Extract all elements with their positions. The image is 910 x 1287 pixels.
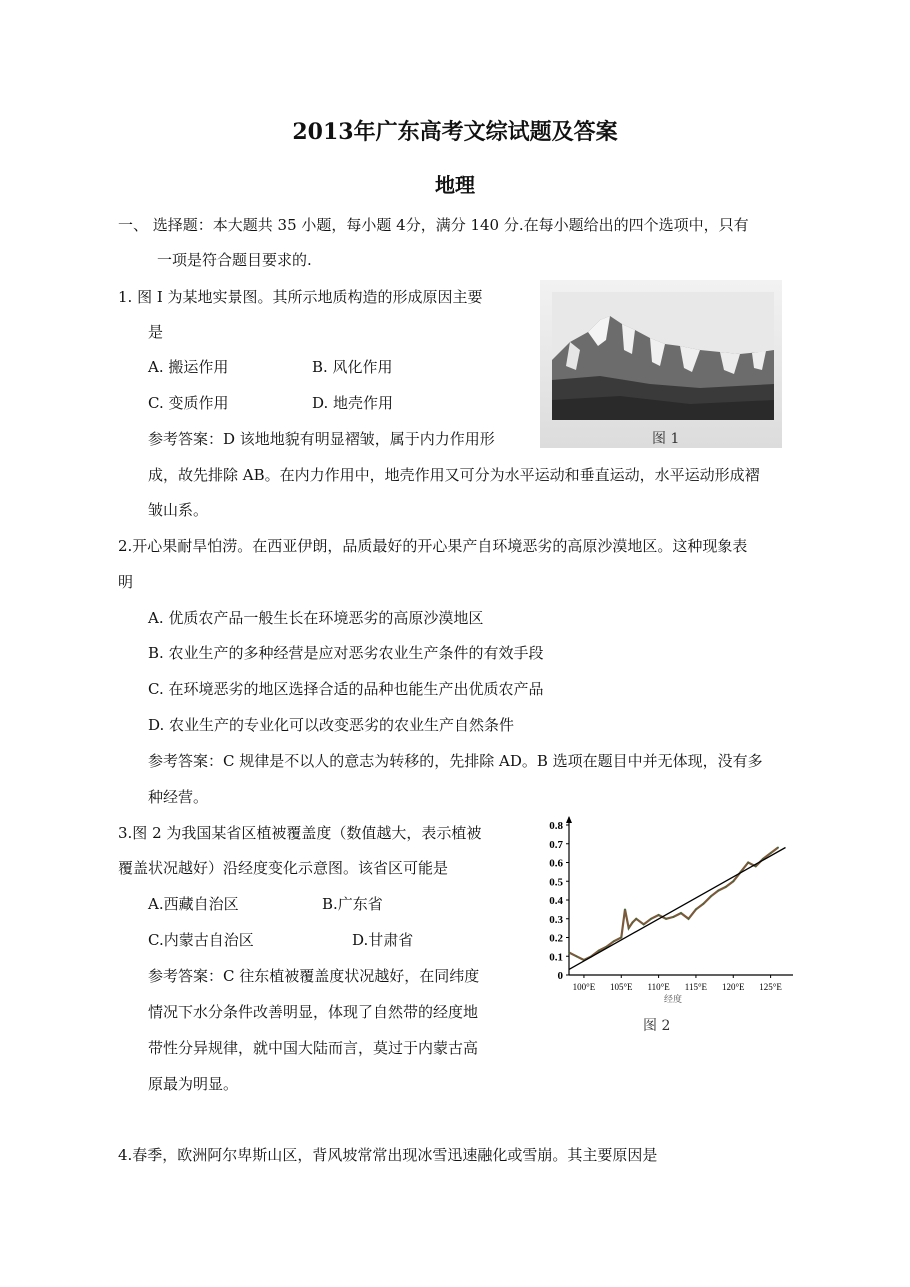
data-point <box>673 916 675 918</box>
q1-option-d: D. 地壳作用 <box>312 394 394 412</box>
q4-stem-line1: 4.春季，欧洲阿尔卑斯山区，背风坡常常出现冰雪迅速融化或雪崩。其主要原因是 <box>118 1146 658 1164</box>
y-tick-label: 0.7 <box>549 838 563 851</box>
series-line-trend <box>569 848 786 970</box>
x-tick-label: 120°E <box>721 982 745 992</box>
data-point <box>620 937 622 939</box>
x-tick-label: 125°E <box>759 982 782 992</box>
data-point <box>755 865 757 867</box>
data-point <box>770 852 772 854</box>
q3-stem-line2: 覆盖状况越好）沿经度变化示意图。该省区可能是 <box>118 859 449 877</box>
data-point <box>717 890 719 892</box>
q1-answer-line3: 皱山系。 <box>148 501 209 519</box>
q3-option-b: B.广东省 <box>322 895 383 913</box>
data-point <box>624 908 626 910</box>
q1-option-b: B. 风化作用 <box>312 358 393 376</box>
figure-1-label: 图 1 <box>652 431 680 447</box>
q3-answer-line1: 参考答案：C 往东植被覆盖度状况越好，在同纬度 <box>148 967 480 985</box>
q2-option-a: A. 优质农产品一般生长在环境恶劣的高原沙漠地区 <box>148 609 484 627</box>
q1-answer-line1: 参考答案：D 该地地貌有明显褶皱，属于内力作用形 <box>148 430 495 448</box>
q2-option-c: C. 在环境恶劣的地区选择合适的品种也能生产出优质农产品 <box>148 680 544 698</box>
data-point <box>688 918 690 920</box>
y-tick-label: 0.1 <box>549 951 563 964</box>
data-point <box>732 880 734 882</box>
x-tick-label: 115°E <box>684 982 708 992</box>
x-tick-label: 100°E <box>572 982 596 992</box>
y-tick-label: 0.6 <box>549 857 563 870</box>
data-point <box>568 952 570 954</box>
data-point <box>710 895 712 897</box>
q2-stem-line2: 明 <box>118 573 134 591</box>
y-tick-label: 0.2 <box>549 932 563 945</box>
q1-option-a: A. 搬运作用 <box>148 358 229 376</box>
q2-option-d: D. 农业生产的专业化可以改变恶劣的农业生产自然条件 <box>148 716 515 734</box>
data-point <box>613 940 615 942</box>
y-tick-label: 0 <box>557 970 563 982</box>
y-tick-label: 0.8 <box>549 820 563 832</box>
y-tick-label: 0.4 <box>549 895 563 907</box>
figure-1 <box>540 280 782 448</box>
y-tick-label: 0.5 <box>549 876 563 889</box>
section-instruction-line2: 一项是符合题目要求的. <box>157 251 312 269</box>
q2-stem-line1: 2.开心果耐旱怕涝。在西亚伊朗，品质最好的开心果产自环境恶劣的高原沙漠地区。这种现象表 <box>118 537 748 555</box>
q3-answer-line2: 情况下水分条件改善明显，体现了自然带的经度地 <box>148 1003 479 1021</box>
data-point <box>725 886 727 888</box>
data-point <box>703 903 705 905</box>
figure-2-label: 图 2 <box>643 1018 671 1034</box>
q3-option-c: C.内蒙古自治区 <box>148 931 254 949</box>
q1-option-c: C. 变质作用 <box>148 394 229 412</box>
data-point <box>598 950 600 952</box>
x-tick-label: 110°E <box>647 982 670 992</box>
data-point <box>650 918 652 920</box>
y-tick-label: 0.3 <box>549 913 563 926</box>
q3-answer-line3: 带性分异规律，就中国大陆而言，莫过于内蒙古高 <box>148 1039 479 1057</box>
figure-2 <box>535 815 800 1040</box>
vegetation-chart <box>535 815 800 1015</box>
q3-answer-line4: 原最为明显。 <box>148 1075 239 1093</box>
data-point <box>635 918 637 920</box>
q3-stem-line1: 3.图 2 为我国某省区植被覆盖度（数值越大，表示植被 <box>118 824 482 842</box>
data-point <box>665 918 667 920</box>
document-title: 2013年广东高考文综试题及答案 <box>292 119 618 145</box>
x-axis-label: 经度 <box>663 994 683 1004</box>
q2-option-b: B. 农业生产的多种经营是应对恶劣农业生产条件的有效手段 <box>148 644 544 662</box>
q1-answer-line2: 成，故先排除 AB。在内力作用中，地壳作用又可分为水平运动和垂直运动，水平运动形成褶 <box>148 466 760 484</box>
q2-answer-line2: 种经营。 <box>148 788 209 806</box>
series-line-vegetation <box>569 848 778 961</box>
q1-stem-line2: 是 <box>148 323 164 341</box>
section-instruction-line1: 一、 选择题：本大题共 35 小题，每小题 4分，满分 140 分.在每小题给出的四个选项中，只有 <box>118 216 749 234</box>
section-title: 地理 <box>435 173 475 197</box>
q3-option-a: A.西藏自治区 <box>148 895 239 913</box>
y-axis-arrow <box>566 816 572 823</box>
data-point <box>576 955 578 957</box>
q3-option-d: D.甘肃省 <box>352 931 414 949</box>
x-tick-label: 105°E <box>609 982 633 992</box>
data-point <box>628 927 630 929</box>
data-point <box>658 914 660 916</box>
data-point <box>632 922 634 924</box>
data-point <box>777 847 779 849</box>
data-point <box>643 923 645 925</box>
mountain-photo <box>540 280 782 448</box>
data-point <box>680 912 682 914</box>
q2-answer-line1: 参考答案：C 规律是不以人的意志为转移的，先排除 AD。B 选项在题目中并无体现，没有多 <box>148 752 763 770</box>
data-point <box>695 908 697 910</box>
q1-stem-line1: 1. 图 I 为某地实景图。其所示地质构造的形成原因主要 <box>118 288 483 306</box>
data-point <box>747 862 749 864</box>
